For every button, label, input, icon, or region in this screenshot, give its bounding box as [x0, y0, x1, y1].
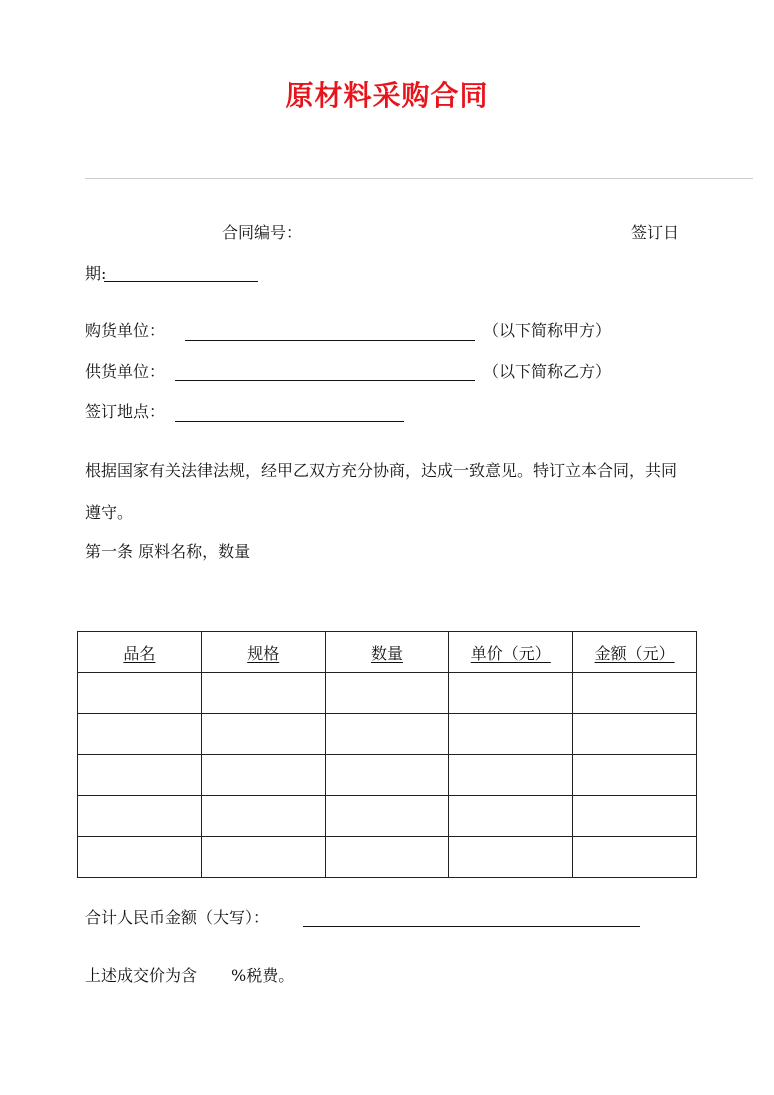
table-cell[interactable]	[449, 837, 573, 878]
tax-suffix: %税费。	[231, 966, 295, 985]
intro-paragraph: 根据国家有关法律法规，经甲乙双方充分协商，达成一致意见。特订立本合同，共同遵守。	[85, 461, 678, 522]
table-cell[interactable]	[201, 796, 325, 837]
sign-place-label: 签订地点：	[85, 402, 166, 421]
table-cell[interactable]	[78, 755, 202, 796]
buyer-label: 购货单位：	[85, 321, 166, 340]
sign-date-label-part2: 期:	[85, 264, 107, 283]
supplier-blank[interactable]	[175, 380, 475, 381]
header-divider	[85, 178, 753, 179]
table-cell[interactable]	[573, 796, 697, 837]
buyer-blank[interactable]	[185, 340, 475, 341]
buyer-note: （以下简称甲方）	[483, 321, 612, 340]
header-specification: 规格	[201, 632, 325, 673]
sign-date-blank[interactable]	[104, 281, 258, 282]
header-quantity: 数量	[325, 632, 449, 673]
table-cell[interactable]	[201, 755, 325, 796]
table-row	[78, 714, 697, 755]
table-cell[interactable]	[325, 714, 449, 755]
table-cell[interactable]	[449, 755, 573, 796]
table-cell[interactable]	[449, 796, 573, 837]
table-cell[interactable]	[573, 714, 697, 755]
table-cell[interactable]	[449, 673, 573, 714]
contract-number-label: 合同编号：	[222, 223, 303, 242]
table-cell[interactable]	[573, 755, 697, 796]
tax-prefix: 上述成交价为含	[85, 966, 198, 985]
table-cell[interactable]	[325, 755, 449, 796]
table-cell[interactable]	[78, 673, 202, 714]
table-cell[interactable]	[201, 714, 325, 755]
total-amount-label: 合计人民币金额（大写）：	[85, 908, 270, 927]
article-1-heading: 第一条 原料名称，数量	[85, 542, 251, 561]
header-amount: 金额（元）	[573, 632, 697, 673]
table-cell[interactable]	[78, 796, 202, 837]
table-row	[78, 796, 697, 837]
table-row	[78, 837, 697, 878]
table-cell[interactable]	[201, 673, 325, 714]
sign-date-label-part1: 签订日	[631, 223, 680, 242]
supplier-label: 供货单位：	[85, 362, 166, 381]
total-amount-blank[interactable]	[303, 926, 640, 927]
document-title: 原材料采购合同	[285, 79, 489, 112]
supplier-note: （以下简称乙方）	[483, 362, 612, 381]
table-cell[interactable]	[201, 837, 325, 878]
table-cell[interactable]	[573, 837, 697, 878]
table-cell[interactable]	[325, 673, 449, 714]
sign-place-blank[interactable]	[175, 421, 404, 422]
table-cell[interactable]	[573, 673, 697, 714]
table-cell[interactable]	[78, 837, 202, 878]
table-row	[78, 673, 697, 714]
table-header-row	[78, 632, 697, 673]
table-cell[interactable]	[78, 714, 202, 755]
table-cell[interactable]	[325, 837, 449, 878]
table-cell[interactable]	[449, 714, 573, 755]
table-row	[78, 755, 697, 796]
table-cell[interactable]	[325, 796, 449, 837]
materials-table	[77, 631, 697, 878]
header-product-name: 品名	[78, 632, 202, 673]
header-unit-price: 单价（元）	[449, 632, 573, 673]
